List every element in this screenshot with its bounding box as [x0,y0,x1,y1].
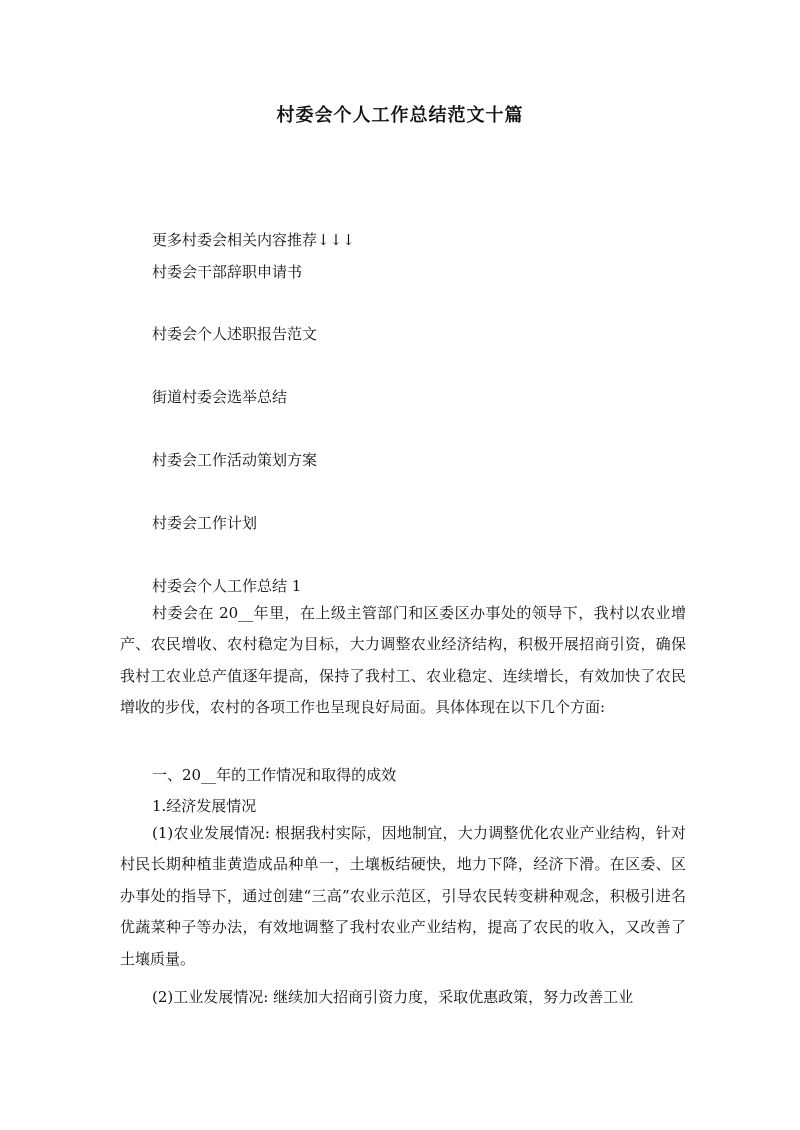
subheading-economic-development: 1.经济发展情况 [152,797,257,815]
more-related-label: 更多村委会相关内容推荐↓↓↓ [152,231,355,249]
related-link-5[interactable]: 村委会工作计划 [152,514,258,532]
related-link-4[interactable]: 村委会工作活动策划方案 [152,451,318,469]
intro-paragraph: 村委会在 20__年里，在上级主管部门和区委区办事处的领导下，我村以农业增产、农民增收、农村稳定为目标，大力调整农业经济结构，积极开展招商引资，确保我村工农业总产值逐年提高，保持了我村工、农业稳定、连续增长，有效加快了农民增收的步伐，农村的各项工作也呈现良好局面。具体体现在以下几个方面: [120,604,686,717]
related-link-3[interactable]: 街道村委会选举总结 [152,388,288,406]
related-link-2[interactable]: 村委会个人述职报告范文 [152,325,318,343]
subheading-work-results: 一、20__年的工作情况和取得的成效 [152,766,397,784]
industry-paragraph: (2)工业发展情况: 继续加大招商引资力度，采取优惠政策，努力改善工业 [152,988,634,1006]
agriculture-paragraph: (1)农业发展情况: 根据我村实际，因地制宜，大力调整优化农业产业结构，针对村民长期种植韭黄造成品种单一，土壤板结硬快，地力下降，经济下滑。在区委、区办事处的指导下，通过创建“三高”农业示范区，引导农民转变耕种观念，积极引进名优蔬菜种子等办法，有效地调整了我村农业产业结构，提高了农民的收入，又改善了土壤质量。 [120,824,686,968]
related-link-1[interactable]: 村委会干部辞职申请书 [152,263,303,281]
document-title: 村委会个人工作总结范文十篇 [276,105,524,126]
section-heading: 村委会个人工作总结 1 [152,577,302,595]
